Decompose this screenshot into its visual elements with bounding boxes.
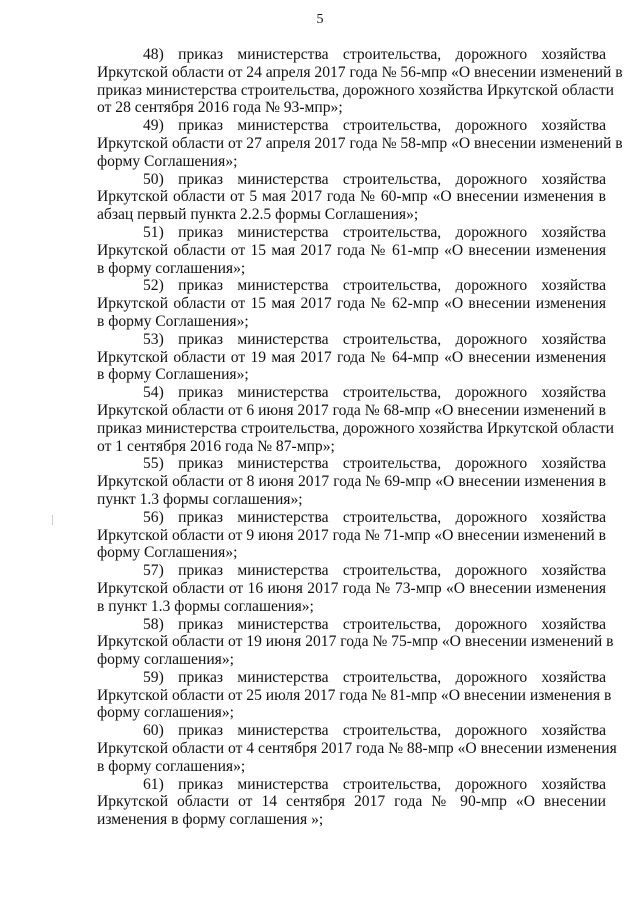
- text-line: Иркутской области от 15 мая 2017 года № 61-мпр «О внесении изменения: [97, 241, 606, 259]
- text-line: в форму Соглашения»;: [97, 366, 249, 384]
- text-line: в форму соглашения»;: [97, 259, 246, 277]
- list-item: [97, 331, 606, 384]
- text-line: 53) приказ министерства строительства, дорожного хозяйства: [143, 330, 606, 348]
- text-line: Иркутской области от 4 сентября 2017 года № 88-мпр «О внесении изменения: [97, 740, 617, 758]
- text-line: Иркутской области от 24 апреля 2017 года № 56-мпр «О внесении изменений в: [97, 63, 623, 81]
- text-line: абзац первый пункта 2.2.5 формы Соглашения»;: [97, 206, 419, 224]
- text-line: 50) приказ министерства строительства, дорожного хозяйства: [143, 170, 606, 188]
- text-line: в форму Соглашения»;: [97, 312, 249, 330]
- text-line: Иркутской области от 9 июня 2017 года № 71-мпр «О внесении изменений в: [97, 526, 606, 544]
- text-line: форму соглашения»;: [97, 651, 234, 669]
- text-line: 56) приказ министерства строительства, дорожного хозяйства: [143, 508, 606, 526]
- text-line: 48) приказ министерства строительства, дорожного хозяйства: [143, 46, 606, 63]
- list-item: [97, 384, 615, 455]
- text-line: Иркутской области от 5 мая 2017 года № 60-мпр «О внесении изменения в: [97, 188, 606, 206]
- text-line: 55) приказ министерства строительства, дорожного хозяйства: [143, 455, 606, 473]
- document-body: [97, 46, 623, 829]
- text-line: 54) приказ министерства строительства, дорожного хозяйства: [143, 384, 606, 402]
- text-line: от 1 сентября 2016 года № 87-мпр»;: [97, 437, 335, 455]
- text-line: форму Соглашения»;: [97, 544, 238, 562]
- text-line: Иркутской области от 19 мая 2017 года № 64-мпр «О внесении изменения: [97, 348, 606, 366]
- list-item: [97, 615, 614, 669]
- text-line: 61) приказ министерства строительства, дорожного хозяйства: [143, 775, 606, 793]
- list-item: [97, 117, 623, 170]
- text-line: 52) приказ министерства строительства, дорожного хозяйства: [143, 277, 606, 295]
- text-line: изменения в форму соглашения »;: [97, 811, 324, 829]
- text-line: Иркутской области от 16 июня 2017 года № 73-мпр «О внесении изменения: [97, 579, 606, 597]
- list-item: [97, 722, 617, 775]
- list-item: [97, 509, 606, 562]
- list-item: [97, 46, 623, 117]
- list-item: [97, 277, 606, 330]
- text-line: 60) приказ министерства строительства, дорожного хозяйства: [143, 722, 606, 740]
- list-item: [97, 562, 606, 615]
- text-line: форму соглашения»;: [97, 704, 234, 722]
- list-item: [97, 455, 606, 508]
- text-line: Иркутской области от 25 июля 2017 года № 81-мпр «О внесении изменения в: [97, 686, 612, 704]
- page-number: 5: [316, 12, 324, 27]
- text-line: пункт 1.3 формы соглашения»;: [97, 490, 303, 508]
- list-item: [97, 224, 606, 277]
- text-line: 59) приказ министерства строительства, дорожного хозяйства: [143, 668, 606, 686]
- text-line: в пункт 1.3 формы соглашения»;: [97, 597, 314, 615]
- text-line: в форму соглашения»;: [97, 757, 246, 775]
- text-line: приказ министерства строительства, дорожного хозяйства Иркутской области: [97, 81, 615, 99]
- text-line: 58) приказ министерства строительства, дорожного хозяйства: [143, 615, 606, 633]
- list-item: [97, 776, 606, 829]
- text-line: Иркутской области от 14 сентября 2017 года № 90-мпр «О внесении: [97, 793, 606, 811]
- text-line: Иркутской области от 6 июня 2017 года № 68-мпр «О внесении изменений в: [97, 401, 606, 419]
- text-line: Иркутской области от 27 апреля 2017 года № 58-мпр «О внесении изменений в: [97, 134, 623, 152]
- text-line: приказ министерства строительства, дорожного хозяйства Иркутской области: [97, 419, 615, 437]
- list-item: [97, 668, 612, 722]
- text-line: 57) приказ министерства строительства, дорожного хозяйства: [143, 562, 606, 580]
- scan-margin-mark: [52, 515, 53, 525]
- text-line: Иркутской области от 19 июня 2017 года № 75-мпр «О внесении изменений в: [97, 633, 614, 651]
- text-line: Иркутской области от 15 мая 2017 года № 62-мпр «О внесении изменения: [97, 295, 606, 313]
- text-line: от 28 сентября 2016 года № 93-мпр»;: [97, 99, 343, 117]
- text-line: 49) приказ министерства строительства, дорожного хозяйства: [143, 117, 606, 135]
- text-line: 51) приказ министерства строительства, дорожного хозяйства: [143, 223, 606, 241]
- text-line: Иркутской области от 8 июня 2017 года № 69-мпр «О внесении изменения в: [97, 473, 606, 491]
- list-item: [97, 171, 606, 224]
- text-line: форму Соглашения»;: [97, 152, 238, 170]
